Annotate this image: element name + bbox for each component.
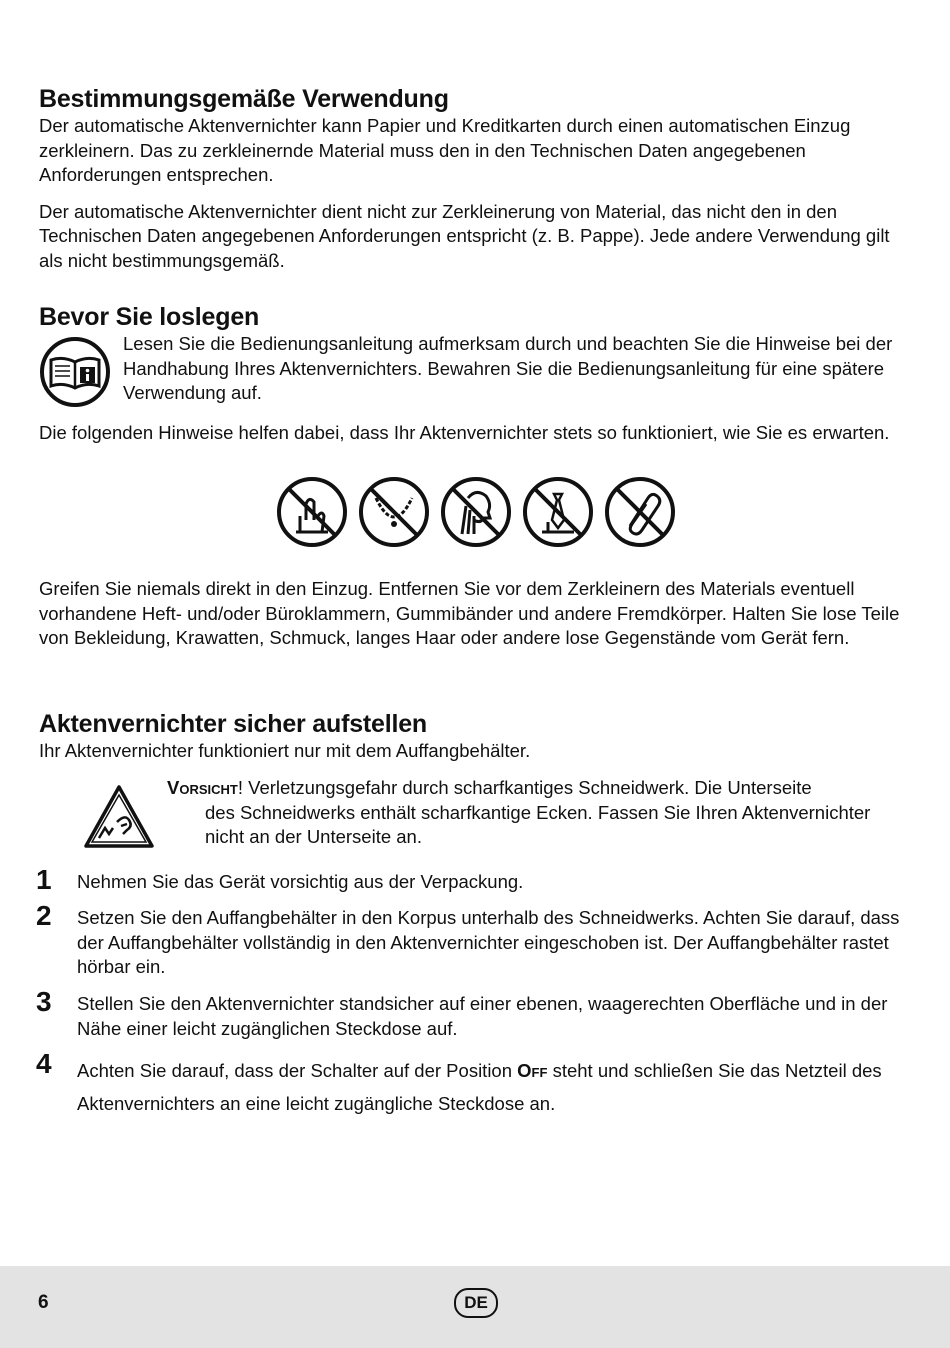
no-paperclip-icon bbox=[604, 476, 676, 548]
step-text: Setzen Sie den Auffangbehälter in den Korpus unterhalb des Schneidwerks. Achten Sie darauf, dass der Auffangbehälter vollständig in den Aktenvernichter eingeschoben ist. Der Auffangbehälter rastet hörbar ein. bbox=[77, 907, 900, 977]
caution-label: Vorsicht bbox=[167, 777, 238, 798]
no-hair-icon bbox=[440, 476, 512, 548]
manual-notice-text: Lesen Sie die Bedienungsanleitung aufmerksam durch und beachten Sie die Hinweise bei der Handhabung Ihres Aktenvernichters. Bewahren Sie die Bedienungsanleitung für eine spätere Verwendung auf. bbox=[123, 333, 893, 403]
section-title: Aktenvernichter sicher aufstellen bbox=[39, 710, 427, 738]
step-number: 2 bbox=[36, 900, 52, 931]
section-intended-use bbox=[39, 84, 911, 273]
paragraph: Greifen Sie niemals direkt in den Einzug. Entfernen Sie vor dem Zerkleinern des Materials eventuell vorhandene Heft- und/oder Büroklammern, Gummibänder und andere Fremdkörper. Halten Sie lose Teile von Bekleidung, Krawatten, Schmuck, langes Haar oder andere lose Gegenstände vom Gerät fern. bbox=[39, 578, 900, 648]
page-footer bbox=[0, 1266, 950, 1348]
paragraph: Ihr Aktenvernichter funktioniert nur mit dem Auffangbehälter. bbox=[39, 740, 531, 761]
paragraph: Die folgenden Hinweise helfen dabei, dass Ihr Aktenvernichter stets so funktioniert, wie Sie es erwarten. bbox=[39, 421, 890, 443]
section-title: Bestimmungsgemäße Verwendung bbox=[39, 85, 449, 113]
step-number: 3 bbox=[36, 986, 52, 1017]
step-text-part: steht und schließen Sie das Netzteil des Aktenvernichters an eine leicht zugängliche Steckdose an. bbox=[77, 1060, 882, 1114]
sharp-edge-warning-icon bbox=[83, 784, 155, 850]
manual-notice bbox=[39, 332, 911, 406]
off-keyword: Off bbox=[517, 1060, 548, 1081]
step-item bbox=[36, 864, 911, 895]
step-item bbox=[36, 900, 911, 980]
read-manual-icon bbox=[39, 336, 111, 408]
step-number: 1 bbox=[36, 864, 52, 895]
caution-rest: des Schneidwerks enthält scharfkantige Ecken. Fassen Sie Ihren Aktenvernichter nicht an der Unterseite an. bbox=[205, 801, 871, 847]
section-title: Bevor Sie loslegen bbox=[39, 303, 260, 331]
page-number: 6 bbox=[38, 1292, 49, 1313]
safety-paragraph bbox=[39, 577, 911, 651]
paragraph: Der automatische Aktenvernichter dient nicht zur Zerkleinerung von Material, das nicht den in den Technischen Daten angegebenen Anforderungen entspricht (z. B. Pappe). Jede andere Verwendung gilt als nicht bestimmungsgemäß. bbox=[39, 200, 890, 271]
no-hands-icon bbox=[276, 476, 348, 548]
no-jewelry-icon bbox=[358, 476, 430, 548]
step-number: 4 bbox=[36, 1048, 52, 1079]
language-badge: DE bbox=[454, 1288, 498, 1318]
caution-text bbox=[167, 776, 911, 850]
paragraph: Der automatische Aktenvernichter kann Papier und Kreditkarten durch einen automatischen Einzug zerkleinern. Das zu zerkleinernde Material muss den in den Technischen Daten angegebenen Anforderungen entsprechen. bbox=[39, 115, 851, 185]
section-setup bbox=[39, 709, 911, 764]
section-before-start bbox=[39, 302, 911, 445]
step-text: Stellen Sie den Aktenvernichter standsicher auf einer ebenen, waagerechten Oberfläche und in der Nähe einer leicht zugänglichen Steckdose auf. bbox=[77, 993, 888, 1039]
warning-pictograms bbox=[276, 476, 676, 550]
step-text-part: Achten Sie darauf, dass der Schalter auf der Position bbox=[77, 1060, 518, 1081]
step-text bbox=[77, 1054, 911, 1120]
caution-line: ! Verletzungsgefahr durch scharfkantiges Schneidwerk. Die Unterseite bbox=[237, 777, 812, 798]
no-tie-icon bbox=[522, 476, 594, 548]
step-text: Nehmen Sie das Gerät vorsichtig aus der Verpackung. bbox=[77, 871, 524, 892]
step-item bbox=[36, 1048, 911, 1120]
caution-notice bbox=[39, 776, 911, 850]
step-item bbox=[36, 986, 911, 1041]
